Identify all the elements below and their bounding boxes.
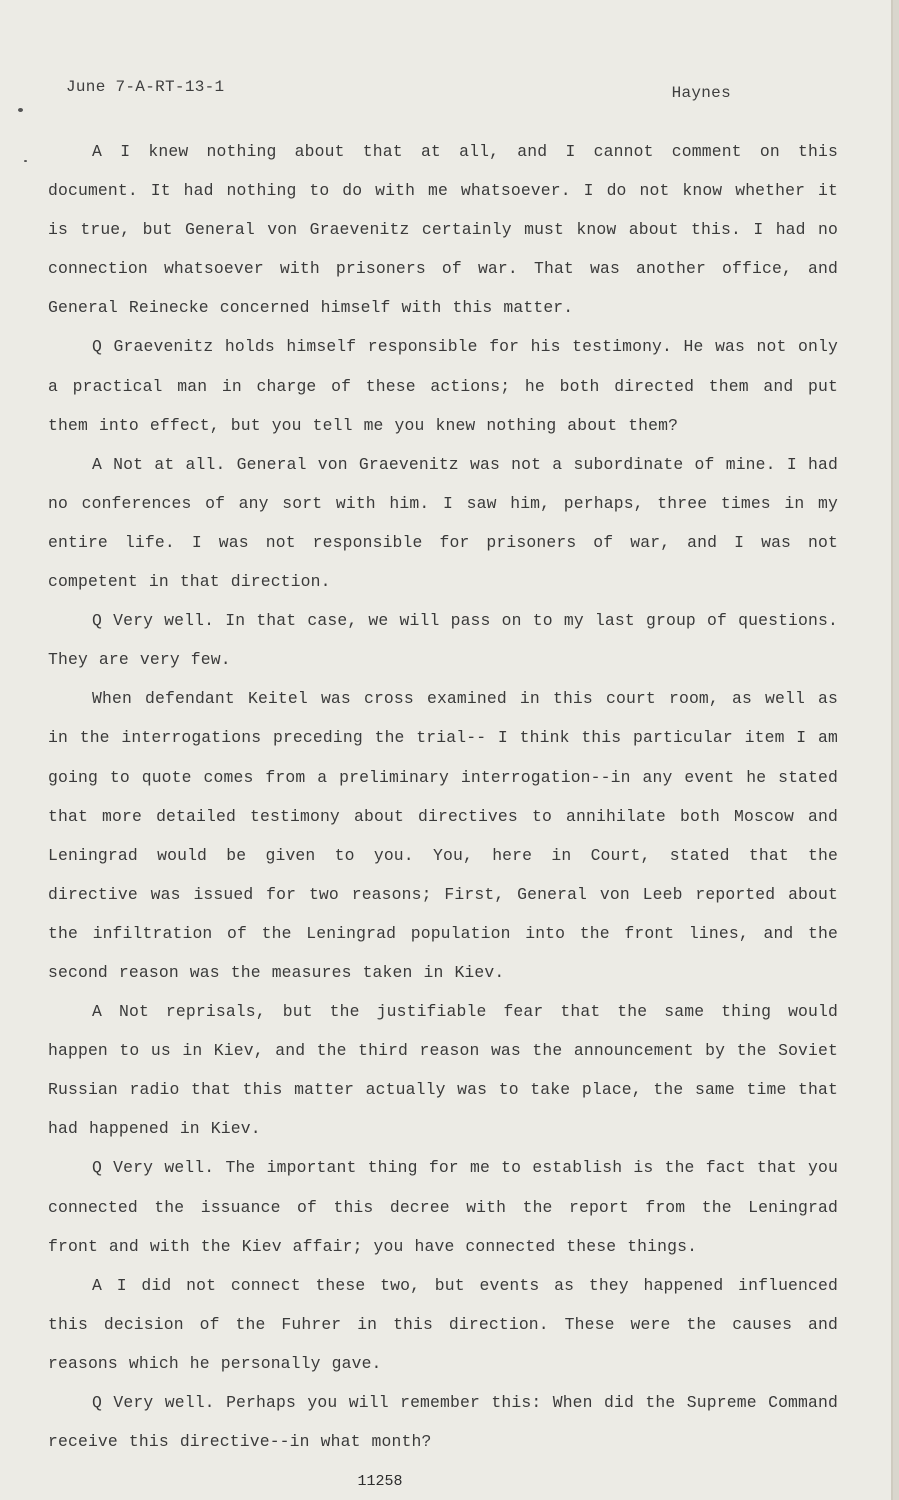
page-number: 11258 <box>357 1473 403 1490</box>
margin-mark <box>24 160 27 162</box>
paragraph: Q Very well. In that case, we will pass on to my last group of questions. They are very few. <box>48 611 838 670</box>
document-reference: June 7-A-RT-13-1 <box>66 78 225 96</box>
page-header <box>66 78 731 108</box>
paragraph: A Not at all. General von Graevenitz was not a subordinate of mine. I had no conferences of any sort with him. I saw him, perhaps, three times in my entire life. I was not responsible for prisoners of war, and I was not competent in that direction. <box>48 454 838 592</box>
paragraph: A I knew nothing about that at all, and I cannot comment on this document. It had nothing to do with me whatsoever. I do not know whether it is true, but General von Graevenitz certainly must know about this. I had no connection whatsoever with prisoners of war. That was another office, and General Reinecke concerned himself with this matter. <box>48 142 838 318</box>
paragraph: Q Graevenitz holds himself responsible for his testimony. He was not only a practical man in charge of these actions; he both directed them and put them into effect, but you tell me you knew nothing about them? <box>48 337 838 435</box>
paragraph: A I did not connect these two, but events as they happened influenced this decision of the Fuhrer in this direction. These were the causes and reasons which he personally gave. <box>48 1275 838 1373</box>
paragraph: A Not reprisals, but the justifiable fear that the same thing would happen to us in Kiev, and the third reason was the announcement by the Soviet Russian radio that this matter actually was to take place, the same time that had happened in Kiev. <box>48 1002 838 1139</box>
transcript-body <box>48 132 838 1461</box>
paragraph: When defendant Keitel was cross examined in this court room, as well as in the interrogations preceding the trial-- I think this particular item I am going to quote comes from a preliminary interrogation--in any event he stated that more detailed testimony about directives to annihilate both Moscow and Leningrad would be given to you. You, here in Court, stated that the directive was issued for two reasons; First, General von Leeb reported about the infiltration of the Leningrad population into the front lines, and the second reason was the measures taken in Kiev. <box>48 689 838 982</box>
margin-mark <box>18 108 23 112</box>
paragraph: Q Very well. The important thing for me to establish is the fact that you connected the issuance of this decree with the report from the Leningrad front and with the Kiev affair; you have connected these things. <box>48 1158 838 1256</box>
translator-name: Haynes <box>671 84 731 102</box>
paragraph: Q Very well. Perhaps you will remember this: When did the Supreme Command receive this directive--in what month? <box>48 1393 838 1452</box>
